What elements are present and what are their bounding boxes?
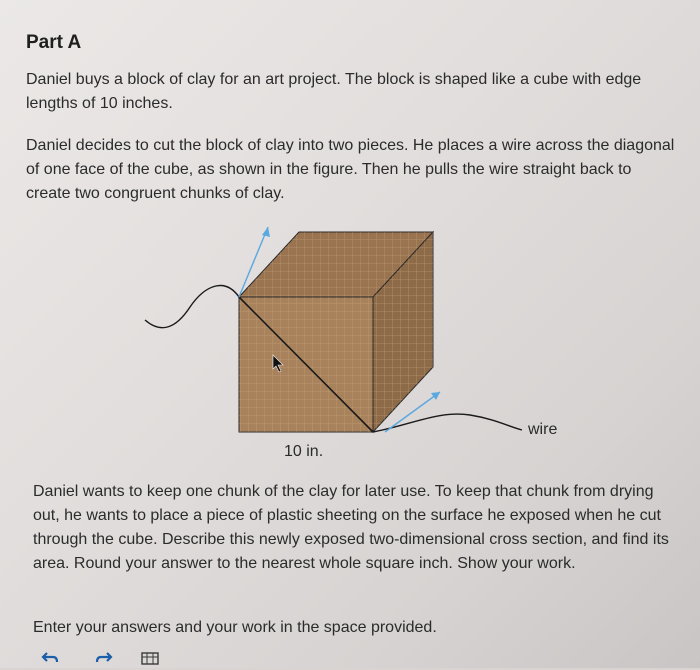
part-title: Part A — [26, 32, 82, 53]
redo-button[interactable] — [90, 648, 118, 668]
wire-left-tail — [145, 286, 239, 328]
problem-question: Daniel wants to keep one chunk of the clay for later use. To keep that chunk from drying out, he wants to place a piece of plastic sheeting on the surface he exposed when he cut through the cube. Describe this newly exposed two-dimensional cross section, and find its area. Round your answer to the nearest whole square inch. Show your work. — [33, 483, 669, 572]
edge-label: 10 in. — [284, 443, 324, 460]
problem-intro: Daniel buys a block of clay for an art project. The block is shaped like a cube with edge lengths of 10 inches. — [26, 71, 642, 112]
wire-right-tail — [373, 414, 522, 432]
cube-diagram — [0, 215, 700, 477]
answer-instruction: Enter your answers and your work in the space provided. — [33, 619, 437, 636]
answer-toolbar — [36, 648, 166, 670]
problem-setup: Daniel decides to cut the block of clay into two pieces. He places a wire across the diagonal of one face of the cube, as shown in the figure. Then he pulls the wire straight back to create two congruent chunks of clay. — [26, 137, 675, 202]
undo-icon — [41, 651, 59, 665]
undo-button[interactable] — [36, 648, 64, 668]
wire-label: wire — [528, 421, 558, 438]
cube-figure — [0, 215, 700, 477]
table-icon — [141, 651, 159, 665]
redo-icon — [95, 651, 113, 665]
insert-table-button[interactable] — [136, 648, 164, 668]
